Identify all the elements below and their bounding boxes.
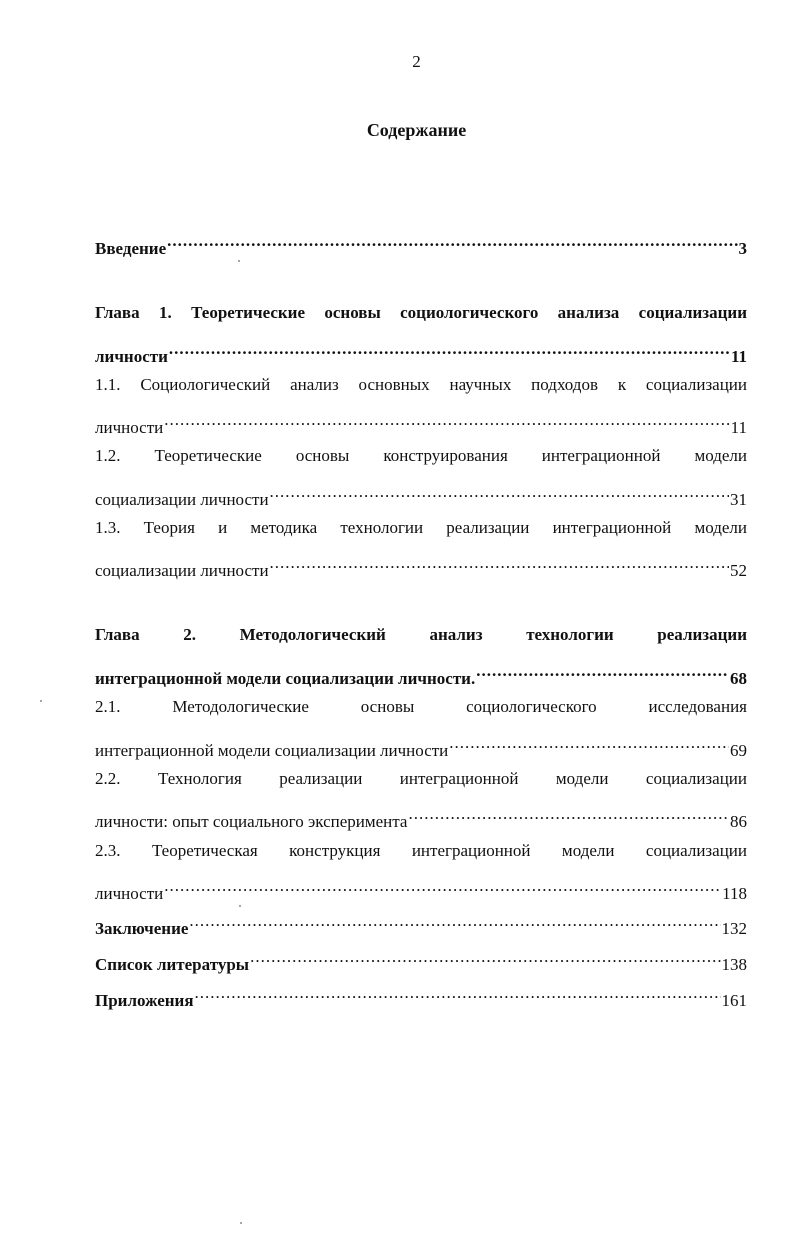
toc-page-number: 52 — [730, 561, 747, 580]
toc-entry-intro[interactable] — [95, 228, 747, 258]
toc-entry-label: Заключение — [95, 919, 189, 938]
toc-page-number: 11 — [730, 347, 747, 366]
dot-leader — [164, 873, 721, 899]
section-title-line: 2.3. Теоретическая конструкция интеграционной модели социализации — [95, 841, 747, 860]
toc-section-1-1[interactable] — [95, 372, 747, 398]
toc-entry-appendices[interactable] — [95, 980, 747, 1010]
toc-section-1-3[interactable] — [95, 515, 747, 541]
dot-leader — [195, 980, 721, 1006]
scan-speck — [238, 260, 240, 262]
dot-leader — [408, 801, 729, 827]
section-title-line: 1.2. Теоретические основы конструирования интеграционной модели — [95, 446, 747, 465]
chapter-title-line: личности — [95, 347, 168, 366]
section-title-line: личности — [95, 418, 164, 437]
toc-page-number: 69 — [730, 741, 747, 760]
toc-section-1-3-page-line[interactable] — [95, 550, 747, 580]
toc-chapter-1-page-line[interactable] — [95, 336, 747, 366]
toc-page-number: 161 — [721, 991, 747, 1010]
toc-entry-label: Приложения — [95, 991, 194, 1010]
toc-section-1-1-page-line[interactable] — [95, 407, 747, 437]
toc-page-number: 132 — [721, 919, 747, 938]
scan-speck — [239, 905, 241, 907]
toc-page-number: 118 — [722, 884, 747, 903]
dot-leader — [270, 550, 729, 576]
section-title-line: личности — [95, 884, 164, 903]
toc-entry-conclusion[interactable] — [95, 908, 747, 938]
dot-leader — [449, 730, 729, 756]
toc-section-1-2-page-line[interactable] — [95, 479, 747, 509]
toc-chapter-2-title[interactable] — [95, 622, 747, 648]
section-title-line: 2.2. Технология реализации интеграционной модели социализации — [95, 769, 747, 788]
toc-chapter-1-title[interactable] — [95, 300, 747, 326]
toc-page-number: 11 — [730, 418, 747, 437]
dot-leader — [476, 658, 729, 684]
page-number: 2 — [412, 52, 421, 71]
chapter-title-line: Глава 1. Теоретические основы социологического анализа социализации — [95, 303, 747, 322]
toc-entry-references[interactable] — [95, 944, 747, 974]
toc-section-1-2[interactable] — [95, 443, 747, 469]
toc-entry-label: Введение — [95, 239, 167, 258]
toc-page-number: 68 — [730, 669, 747, 688]
toc-section-2-3[interactable] — [95, 838, 747, 864]
toc-section-2-2[interactable] — [95, 766, 747, 792]
section-title-line: интеграционной модели социализации личности — [95, 741, 449, 760]
toc-page-number: 138 — [721, 955, 747, 974]
dot-leader — [250, 944, 720, 970]
section-title-line: 2.1. Методологические основы социологического исследования — [95, 697, 747, 716]
toc-page-number: 86 — [730, 812, 747, 831]
dot-leader — [167, 228, 737, 254]
section-title-line: социализации личности — [95, 561, 269, 580]
toc-chapter-2-page-line[interactable] — [95, 658, 747, 688]
toc-section-2-1-page-line[interactable] — [95, 730, 747, 760]
dot-leader — [189, 908, 720, 934]
toc-page-number: 31 — [730, 490, 747, 509]
dot-leader — [169, 336, 730, 362]
toc-entry-label: Список литературы — [95, 955, 250, 974]
scan-speck — [40, 700, 42, 702]
chapter-title-line: интеграционной модели социализации личности. — [95, 669, 476, 688]
section-title-line: социализации личности — [95, 490, 269, 509]
toc-section-2-3-page-line[interactable] — [95, 873, 747, 903]
page-title: Содержание — [366, 120, 467, 140]
dot-leader — [164, 407, 729, 433]
section-title-line: 1.1. Социологический анализ основных научных подходов к социализации — [95, 375, 747, 394]
dot-leader — [270, 479, 729, 505]
toc-section-2-1[interactable] — [95, 694, 747, 720]
chapter-title-line: Глава 2. Методологический анализ технологии реализации — [95, 625, 747, 644]
toc-page-number: 3 — [738, 239, 747, 258]
section-title-line: личности: опыт социального эксперимента — [95, 812, 408, 831]
toc-section-2-2-page-line[interactable] — [95, 801, 747, 831]
section-title-line: 1.3. Теория и методика технологии реализации интеграционной модели — [95, 518, 747, 537]
scan-speck — [240, 1222, 242, 1224]
